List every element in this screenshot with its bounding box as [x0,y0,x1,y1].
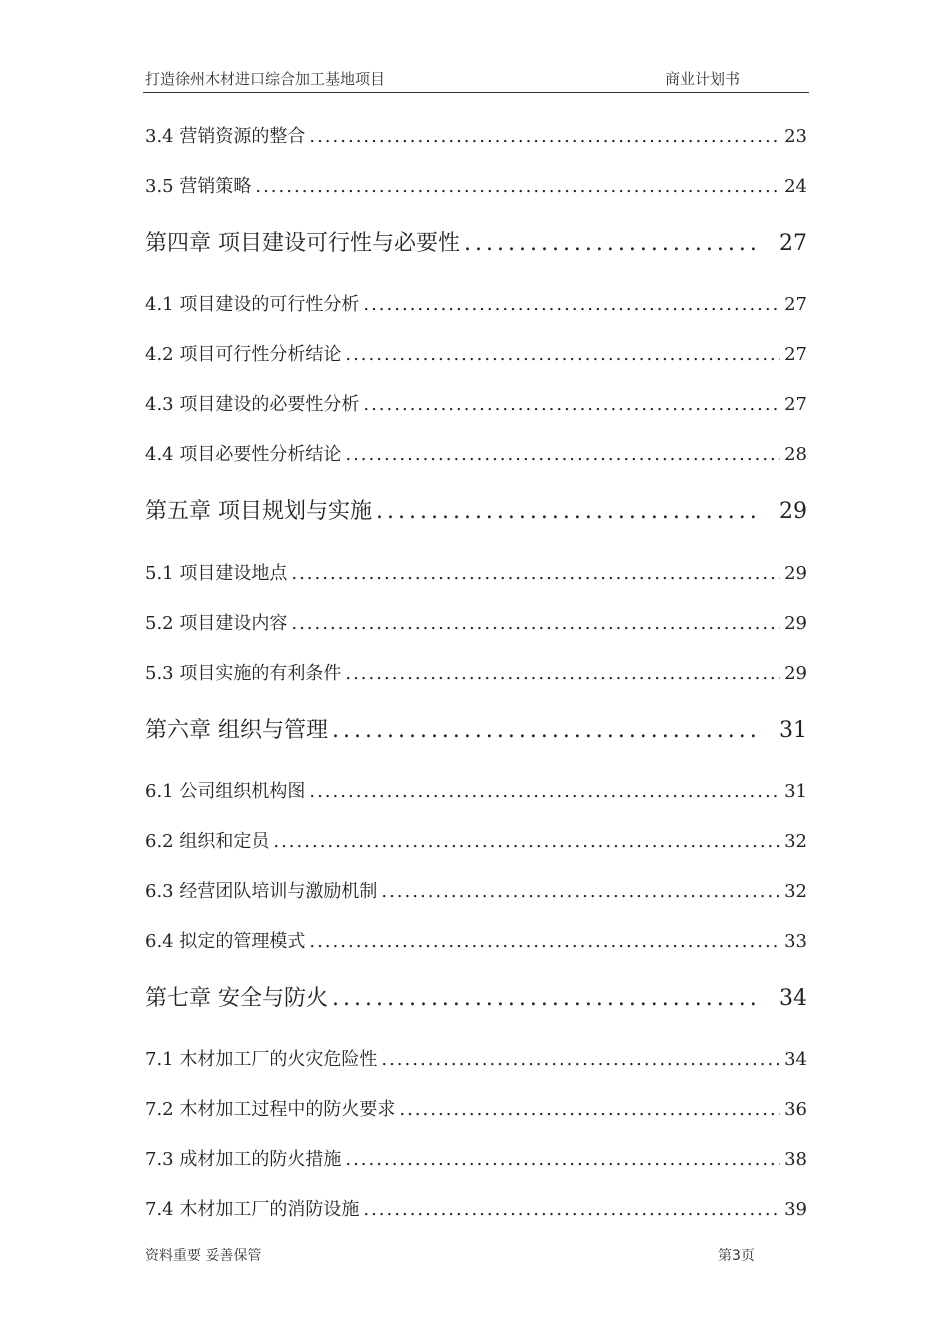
toc-chapter[interactable] [145,226,807,257]
toc-entry[interactable] [145,122,807,148]
toc-entry-title: 7.1 木材加工厂的火灾危险性 [145,1049,378,1070]
toc-entry-page: 38 [784,1149,807,1170]
toc-entry[interactable] [145,390,807,416]
toc-entry-page: 27 [784,294,807,315]
toc-leader-dots [363,294,780,315]
toc-chapter[interactable] [145,494,807,525]
toc-leader-dots [345,444,780,465]
toc-entry[interactable] [145,290,807,316]
toc-entry-page: 32 [784,831,807,852]
toc-entry-page: 29 [784,613,807,634]
toc-leader-dots [464,231,763,256]
toc-entry-page: 28 [784,444,807,465]
toc-entry-page: 27 [784,344,807,365]
toc-chapter-title: 第四章 项目建设可行性与必要性 [145,231,460,256]
toc-leader-dots [376,499,763,524]
toc-entry[interactable] [145,559,807,585]
toc-entry-title: 6.2 组织和定员 [145,831,270,852]
toc-leader-dots [332,986,763,1011]
toc-entry-title: 4.4 项目必要性分析结论 [145,444,342,465]
toc-entry[interactable] [145,659,807,685]
toc-entry[interactable] [145,927,807,953]
toc-entry-page: 34 [784,1049,807,1070]
toc-entry-title: 4.1 项目建设的可行性分析 [145,294,360,315]
toc-leader-dots [381,881,780,902]
toc-entry-title: 3.4 营销资源的整合 [145,126,306,147]
toc-entry-title: 7.2 木材加工过程中的防火要求 [145,1099,396,1120]
toc-chapter[interactable] [145,713,807,744]
toc-chapter-page: 27 [779,231,807,256]
toc-entry[interactable] [145,827,807,853]
toc-entry-page: 31 [784,781,807,802]
page-number: 第3页 [718,1248,755,1264]
toc-entry-page: 23 [784,126,807,147]
toc-entry-page: 24 [784,176,807,197]
toc-entry-page: 36 [784,1099,807,1120]
toc-leader-dots [291,563,780,584]
toc-leader-dots [309,126,780,147]
toc-leader-dots [332,718,763,743]
toc-leader-dots [273,831,780,852]
toc-leader-dots [345,344,780,365]
toc-entry[interactable] [145,609,807,635]
toc-chapter-page: 31 [779,718,807,743]
toc-entry-page: 39 [784,1199,807,1220]
toc-entry[interactable] [145,877,807,903]
confidentiality-note: 资料重要 妥善保管 [145,1248,262,1264]
toc-entry[interactable] [145,1045,807,1071]
toc-entry-title: 4.2 项目可行性分析结论 [145,344,342,365]
toc-entry-page: 29 [784,663,807,684]
toc-leader-dots [363,394,780,415]
toc-leader-dots [309,931,780,952]
toc-leader-dots [309,781,780,802]
toc-entry-title: 3.5 营销策略 [145,176,252,197]
toc-chapter[interactable] [145,981,807,1012]
toc-chapter-title: 第七章 安全与防火 [145,986,328,1011]
toc-leader-dots [291,613,780,634]
toc-entry-title: 5.3 项目实施的有利条件 [145,663,342,684]
toc-leader-dots [345,663,780,684]
toc-chapter-title: 第五章 项目规划与实施 [145,499,372,524]
toc-entry-title: 5.1 项目建设地点 [145,563,288,584]
toc-entry-title: 4.3 项目建设的必要性分析 [145,394,360,415]
toc-entry-title: 7.3 成材加工的防火措施 [145,1149,342,1170]
toc-leader-dots [363,1199,780,1220]
page-header [143,66,809,93]
toc-leader-dots [345,1149,780,1170]
toc-chapter-page: 29 [779,499,807,524]
toc-entry[interactable] [145,340,807,366]
toc-entry[interactable] [145,777,807,803]
toc-entry-title: 6.3 经营团队培训与激励机制 [145,881,378,902]
toc-chapter-page: 34 [779,986,807,1011]
toc-entry-page: 29 [784,563,807,584]
toc-leader-dots [381,1049,780,1070]
toc-entry[interactable] [145,172,807,198]
toc-entry[interactable] [145,1095,807,1121]
toc-entry[interactable] [145,1145,807,1171]
toc-entry-page: 32 [784,881,807,902]
toc-entry-title: 6.1 公司组织机构图 [145,781,306,802]
toc-leader-dots [399,1099,780,1120]
document-title: 打造徐州木材进口综合加工基地项目 [145,70,386,88]
toc-entry-title: 7.4 木材加工厂的消防设施 [145,1199,360,1220]
toc-entry-title: 6.4 拟定的管理模式 [145,931,306,952]
toc-entry-title: 5.2 项目建设内容 [145,613,288,634]
toc-entry-page: 33 [784,931,807,952]
toc-entry[interactable] [145,440,807,466]
toc-entry[interactable] [145,1195,807,1221]
toc-leader-dots [255,176,780,197]
toc-chapter-title: 第六章 组织与管理 [145,718,328,743]
toc-entry-page: 27 [784,394,807,415]
document-type: 商业计划书 [665,70,741,88]
